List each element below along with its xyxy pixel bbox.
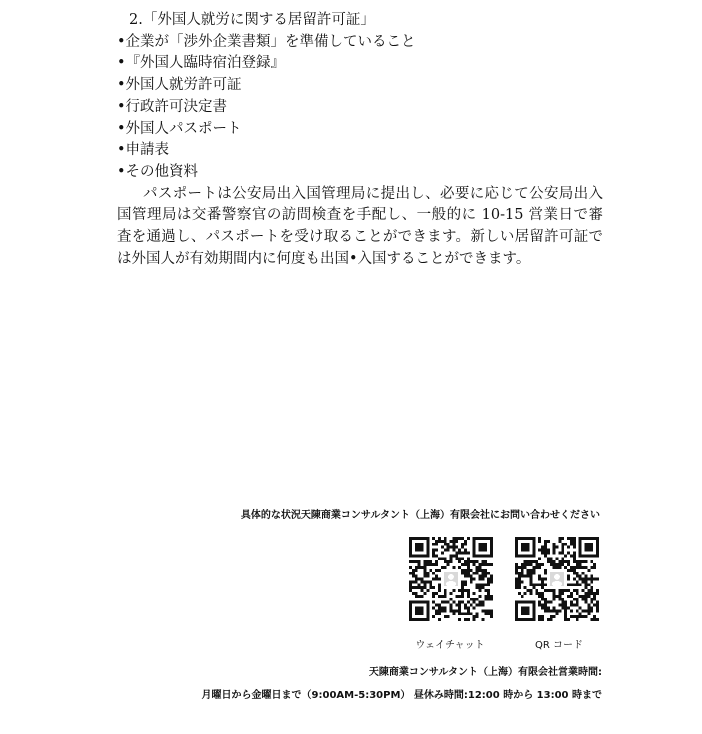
wechat-caption: ウェイチャット [415, 640, 485, 651]
business-hours-detail: 月曜日から金曜日まで（9:00AM-5:30PM） 昼休み時間:12:00 時から 13:00 時まで [201, 690, 602, 701]
business-hours-title: 天陳商業コンサルタント（上海）有限会社営業時間: [368, 667, 602, 678]
bullet-item: •行政許可決定書 [117, 98, 228, 115]
bullet-item: •外国人就労許可証 [117, 77, 242, 94]
qr-code-caption: QR コード [535, 640, 583, 651]
section-heading: 2.「外国人就労に関する居留許可証」 [129, 12, 375, 28]
bullet-item: •その他資料 [117, 163, 199, 180]
document-body [117, 10, 603, 270]
wechat-qr-icon [408, 537, 494, 621]
contact-heading: 具体的な状況天陳商業コンサルタント（上海）有限会社にお問い合わせください [240, 510, 600, 521]
bullet-item: •外国人パスポート [117, 120, 242, 137]
bullet-item: •申請表 [117, 142, 170, 159]
qr-code-icon [514, 537, 600, 621]
bullet-item: •企業が「渉外企業書類」を準備していること [117, 33, 416, 50]
body-paragraph: パスポートは公安局出入国管理局に提出し、必要に応じて公安局出入国管理局は交番警察官の訪問検査を手配し、一般的に 10-15 営業日で審査を通過し、パスポートを受け取ることができます。新しい居留許可証では外国人が有効期間内に何度も出国•入国することができます。 [117, 185, 603, 267]
bullet-item: •『外国人臨時宿泊登録』 [117, 55, 286, 72]
